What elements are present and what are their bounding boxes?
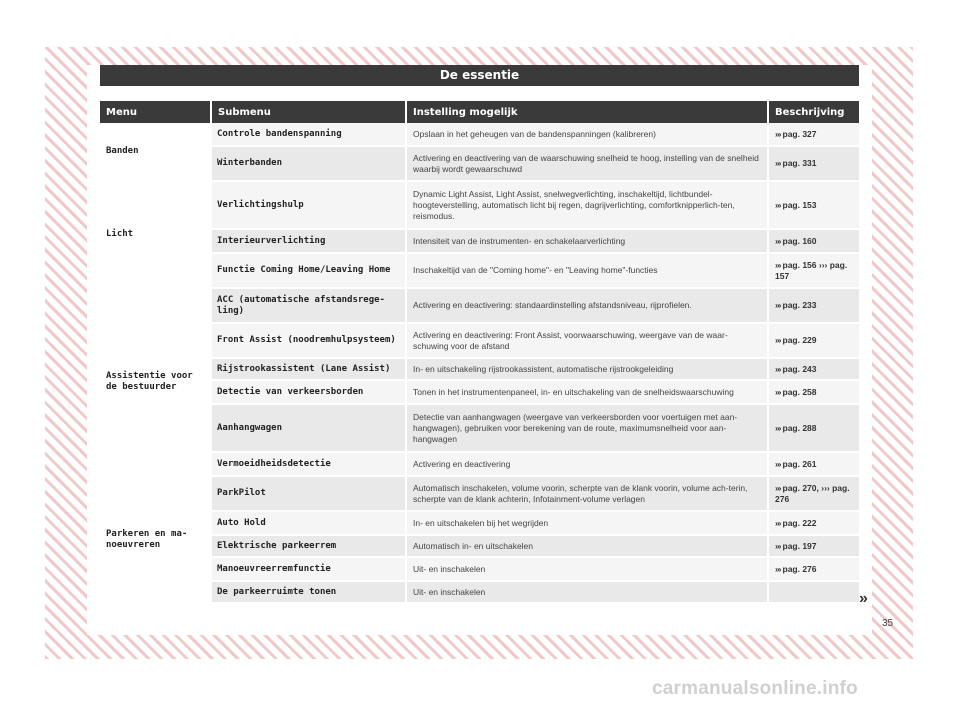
page-reference-cell bbox=[769, 405, 859, 453]
table-row bbox=[100, 453, 859, 477]
setting-cell: Activering en deactivering van de waarschuwing snelheid te hoog, instelling van de snelheid waarbij wordt gewaarschuwd bbox=[407, 147, 769, 182]
setting-cell: Tonen in het instrumentenpaneel, in- en uitschakeling van de snelheidswaarschuwing bbox=[407, 381, 769, 405]
table-row bbox=[100, 324, 859, 359]
reference-arrow-icon: ››› bbox=[775, 458, 781, 469]
page-reference-cell bbox=[769, 147, 859, 182]
page-number: 35 bbox=[882, 618, 894, 629]
reference-arrow-icon: ››› bbox=[775, 335, 781, 345]
page-reference-link[interactable]: pag. 270, ››› pag. 276 bbox=[775, 482, 850, 504]
reference-arrow-icon: ››› bbox=[775, 128, 781, 139]
table-row bbox=[100, 123, 859, 147]
setting-cell: In- en uitschakelen bij het wegrijden bbox=[407, 512, 769, 536]
page-reference-link[interactable]: pag. 331 bbox=[782, 158, 817, 168]
reference-arrow-icon: ››› bbox=[775, 563, 781, 574]
page-reference-cell bbox=[769, 512, 859, 536]
submenu-cell: Controle bandenspanning bbox=[212, 123, 407, 147]
table-row bbox=[100, 405, 859, 453]
setting-cell: Uit- en inschakelen bbox=[407, 582, 769, 604]
table-header-row bbox=[100, 101, 859, 123]
table-row bbox=[100, 582, 859, 604]
table-row bbox=[100, 254, 859, 289]
col-header-submenu: Submenu bbox=[212, 101, 407, 123]
page-reference-cell bbox=[769, 453, 859, 477]
col-header-menu: Menu bbox=[100, 101, 212, 123]
reference-arrow-icon: ››› bbox=[775, 517, 781, 528]
page-reference-link[interactable]: pag. 258 bbox=[782, 386, 817, 397]
page-reference-link[interactable]: pag. 197 bbox=[782, 540, 817, 551]
page-reference-link[interactable]: pag. 327 bbox=[782, 128, 817, 139]
table-row bbox=[100, 289, 859, 324]
setting-cell: Activering en deactivering bbox=[407, 453, 769, 477]
submenu-cell: Manoeuvreerremfunctie bbox=[212, 558, 407, 582]
page-reference-cell bbox=[769, 324, 859, 359]
reference-arrow-icon: ››› bbox=[775, 199, 781, 210]
submenu-cell: Elektrische parkeerrem bbox=[212, 536, 407, 558]
setting-cell: Uit- en inschakelen bbox=[407, 558, 769, 582]
page-reference-link[interactable]: pag. 160 bbox=[782, 235, 817, 246]
table-row bbox=[100, 477, 859, 512]
setting-cell: Intensiteit van de instrumenten- en schakelaarverlichting bbox=[407, 230, 769, 254]
page-reference-cell bbox=[769, 123, 859, 147]
table-row bbox=[100, 182, 859, 230]
setting-cell: Dynamic Light Assist, Light Assist, snelwegverlichting, inschakeltijd, lichtbundel-hoogteverstelling, automatisch licht bij regen, dagrijverlichting, comfortknipperlich-ten, reismodus. bbox=[407, 182, 769, 230]
col-header-setting: Instelling mogelijk bbox=[407, 101, 769, 123]
reference-arrow-icon: ››› bbox=[775, 259, 781, 270]
submenu-cell: Interieurverlichting bbox=[212, 230, 407, 254]
setting-cell: Detectie van aanhangwagen (weergave van verkeersborden voor voertuigen met aan-hangwagen), gebruiken voor berekening van de route, maximumsnelheid voor aan-hangwagen bbox=[407, 405, 769, 453]
submenu-cell: ParkPilot bbox=[212, 477, 407, 512]
page-reference-link[interactable]: pag. 233 bbox=[782, 300, 817, 310]
reference-arrow-icon: ››› bbox=[775, 235, 781, 246]
page-reference-cell bbox=[769, 359, 859, 381]
col-header-description: Beschrijving bbox=[769, 101, 859, 123]
page-reference-cell bbox=[769, 230, 859, 254]
reference-arrow-icon: ››› bbox=[775, 363, 781, 374]
setting-cell: Inschakeltijd van de "Coming home"- en "Leaving home"-functies bbox=[407, 254, 769, 289]
page-reference-cell bbox=[769, 477, 859, 512]
submenu-cell: Verlichtingshulp bbox=[212, 182, 407, 230]
table-row bbox=[100, 558, 859, 582]
page-title: De essentie bbox=[100, 65, 859, 86]
menu-cell: Banden bbox=[100, 123, 212, 182]
submenu-cell: Auto Hold bbox=[212, 512, 407, 536]
reference-arrow-icon: ››› bbox=[775, 300, 781, 310]
reference-arrow-icon: ››› bbox=[775, 386, 781, 397]
menu-cell: Licht bbox=[100, 182, 212, 289]
page-reference-link[interactable]: pag. 243 bbox=[782, 363, 817, 374]
reference-arrow-icon: ››› bbox=[775, 422, 781, 433]
continue-arrow-icon: » bbox=[859, 590, 868, 607]
page-reference-cell bbox=[769, 582, 859, 604]
page-reference-link[interactable]: pag. 153 bbox=[782, 199, 817, 210]
table-row bbox=[100, 230, 859, 254]
table-row bbox=[100, 381, 859, 405]
page-reference-link[interactable]: pag. 276 bbox=[782, 563, 817, 574]
setting-cell: In- en uitschakeling rijstrookassistent, automatische rijstrookgeleiding bbox=[407, 359, 769, 381]
table-row bbox=[100, 512, 859, 536]
setting-cell: Opslaan in het geheugen van de bandenspanningen (kalibreren) bbox=[407, 123, 769, 147]
page-reference-cell bbox=[769, 536, 859, 558]
submenu-cell: Detectie van verkeersborden bbox=[212, 381, 407, 405]
page-reference-cell bbox=[769, 381, 859, 405]
setting-cell: Activering en deactivering: Front Assist, voorwaarschuwing, weergave van de waar-schuwing voor de afstand bbox=[407, 324, 769, 359]
submenu-cell: Front Assist (noodremhulpsysteem) bbox=[212, 324, 407, 359]
submenu-cell: Functie Coming Home/Leaving Home bbox=[212, 254, 407, 289]
submenu-cell: Vermoeidheidsdetectie bbox=[212, 453, 407, 477]
page-reference-link[interactable]: pag. 288 bbox=[782, 422, 817, 433]
settings-table bbox=[100, 101, 859, 604]
page-reference-link[interactable]: pag. 222 bbox=[782, 517, 817, 528]
table-row bbox=[100, 536, 859, 558]
submenu-cell: Winterbanden bbox=[212, 147, 407, 182]
submenu-cell: ACC (automatische afstandsrege-ling) bbox=[212, 289, 407, 324]
page-reference-cell bbox=[769, 289, 859, 324]
page-reference-cell bbox=[769, 254, 859, 289]
page-reference-link[interactable]: pag. 261 bbox=[782, 458, 817, 469]
setting-cell: Activering en deactivering: standaardinstelling afstandsniveau, rijprofielen. bbox=[407, 289, 769, 324]
reference-arrow-icon: ››› bbox=[775, 482, 781, 493]
reference-arrow-icon: ››› bbox=[775, 540, 781, 551]
reference-arrow-icon: ››› bbox=[775, 158, 781, 168]
submenu-cell: Rijstrookassistent (Lane Assist) bbox=[212, 359, 407, 381]
page-reference-cell bbox=[769, 558, 859, 582]
table-body bbox=[100, 123, 859, 604]
submenu-cell: De parkeerruimte tonen bbox=[212, 582, 407, 604]
submenu-cell: Aanhangwagen bbox=[212, 405, 407, 453]
watermark: carmanualsonline.info bbox=[652, 678, 858, 699]
table-row bbox=[100, 359, 859, 381]
menu-cell: Assistentie voor de bestuurder bbox=[100, 289, 212, 477]
setting-cell: Automatisch in- en uitschakelen bbox=[407, 536, 769, 558]
page-reference-link[interactable]: pag. 229 bbox=[782, 335, 817, 345]
page-reference-link[interactable]: pag. 156 ››› pag. 157 bbox=[775, 259, 848, 281]
table-row bbox=[100, 147, 859, 182]
menu-cell: Parkeren en ma-noeuvreren bbox=[100, 477, 212, 604]
setting-cell: Automatisch inschakelen, volume voorin, scherpte van de klank voorin, volume ach-terin, scherpte van de klank achterin, Infotainment-volume verlagen bbox=[407, 477, 769, 512]
page-reference-cell bbox=[769, 182, 859, 230]
